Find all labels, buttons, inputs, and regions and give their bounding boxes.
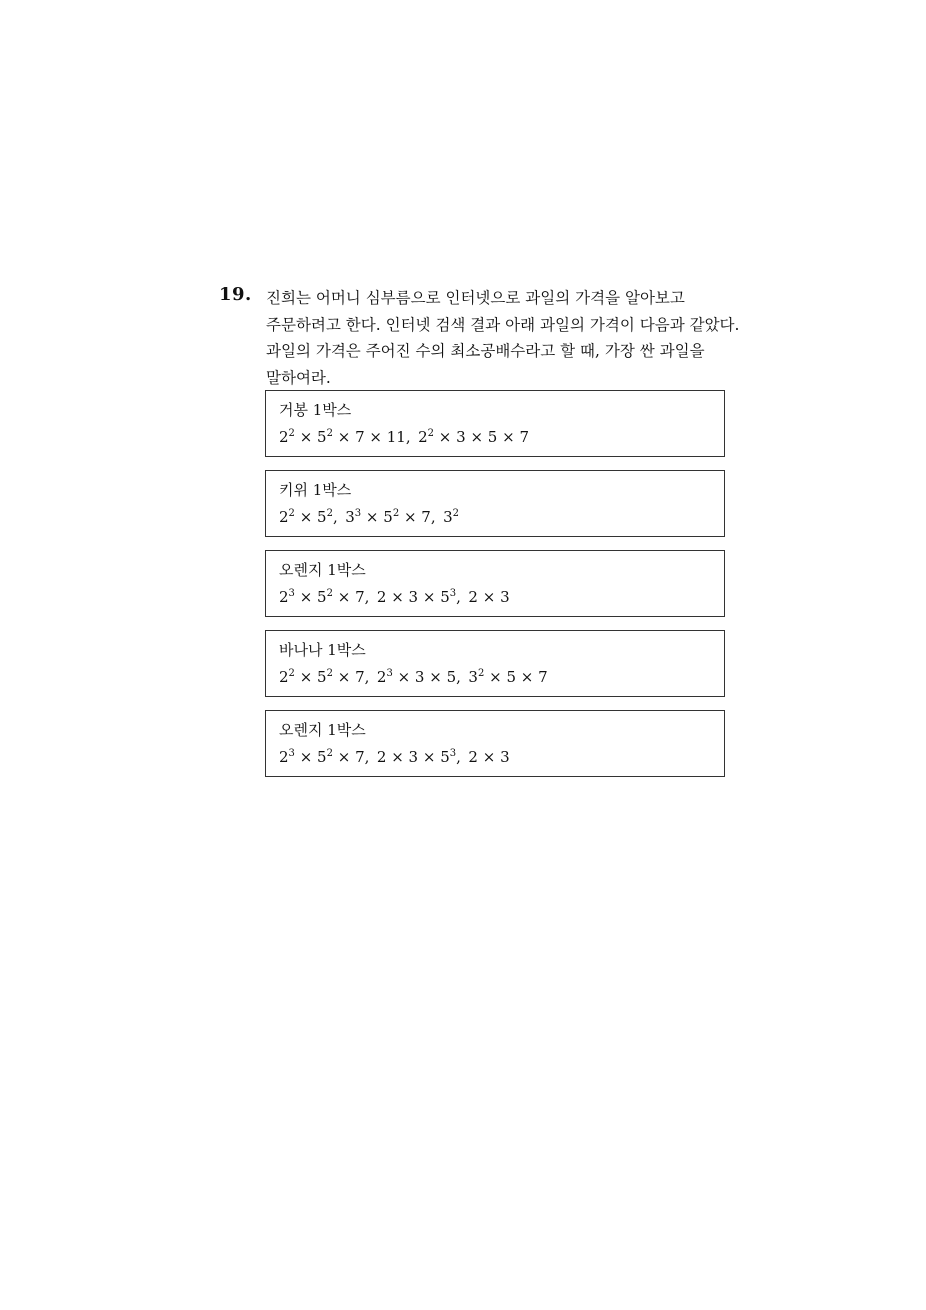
exponent: 2 (326, 588, 333, 599)
comma-separator: , (364, 588, 377, 606)
exponent: 2 (477, 668, 485, 679)
fruit-name: 오렌지 1박스 (279, 721, 366, 739)
option-box (265, 390, 725, 457)
price-expressions (279, 587, 510, 607)
prime-factor: $5^2$ (317, 748, 333, 766)
times-sign: × (332, 748, 356, 766)
price-expressions (279, 747, 510, 767)
exponent: 2 (288, 428, 295, 439)
price-expression (345, 508, 431, 526)
exponent: 3 (449, 748, 457, 759)
prime-factor: $5^2$ (317, 428, 333, 446)
exponent: 3 (449, 588, 457, 599)
price-expression (377, 588, 456, 606)
option-box (265, 630, 725, 697)
times-sign: × (294, 588, 318, 606)
times-sign: × (332, 588, 356, 606)
problem-line: 과일의 가격은 주어진 수의 최소공배수라고 할 때, 가장 싼 과일을 (266, 342, 705, 360)
times-sign: × (497, 428, 520, 446)
comma-separator: , (405, 428, 419, 446)
exponent: 2 (288, 508, 295, 519)
comma-separator: , (456, 588, 469, 606)
prime-factor: $5^2$ (383, 508, 400, 526)
exponent: 3 (288, 588, 295, 599)
prime-factor: $2^2$ (279, 508, 295, 526)
prime-factor: 7 (421, 508, 431, 526)
prime-factor: 3 (500, 588, 510, 606)
comma-separator: , (332, 508, 346, 526)
exponent: 2 (326, 668, 333, 679)
price-expression (377, 748, 456, 766)
times-sign: × (484, 668, 507, 686)
option-box (265, 550, 725, 617)
price-expression (279, 428, 406, 446)
price-expression (279, 748, 365, 766)
fruit-name: 거봉 1박스 (279, 401, 352, 419)
times-sign: × (294, 428, 318, 446)
exponent: 2 (326, 508, 333, 519)
prime-factor: $2^3$ (279, 588, 295, 606)
price-expression (468, 748, 509, 766)
price-expression (377, 668, 456, 686)
prime-factor: 7 (519, 428, 529, 446)
prime-factor: 7 (355, 668, 365, 686)
prime-factor: 7 (355, 428, 365, 446)
times-sign: × (386, 588, 409, 606)
price-expression (279, 668, 365, 686)
prime-factor: $2^3$ (376, 668, 393, 686)
prime-factor: 5 (487, 428, 498, 446)
prime-factor: $5^3$ (440, 588, 457, 606)
price-expression (279, 588, 365, 606)
times-sign: × (515, 668, 539, 686)
prime-factor: 2 (468, 588, 478, 606)
prime-factor: $5^2$ (317, 668, 333, 686)
price-expression (443, 508, 459, 526)
times-sign: × (294, 508, 318, 526)
price-expression (468, 588, 509, 606)
prime-factor: 7 (355, 588, 365, 606)
option-box (265, 470, 725, 537)
times-sign: × (418, 588, 441, 606)
prime-factor: $3^3$ (345, 508, 362, 526)
prime-factor: $2^2$ (418, 428, 435, 446)
times-sign: × (294, 748, 318, 766)
fruit-name: 바나나 1박스 (279, 641, 366, 659)
comma-separator: , (456, 748, 469, 766)
comma-separator: , (364, 748, 377, 766)
prime-factor: 5 (506, 668, 516, 686)
exponent: 2 (452, 508, 460, 519)
comma-separator: , (364, 668, 377, 686)
price-expressions (279, 427, 529, 447)
prime-factor: $2^2$ (279, 428, 295, 446)
prime-factor: 7 (355, 748, 365, 766)
times-sign: × (434, 428, 457, 446)
prime-factor: 2 (376, 588, 387, 606)
prime-factor: $3^2$ (468, 668, 485, 686)
exponent: 3 (288, 748, 295, 759)
price-expression (418, 428, 529, 446)
times-sign: × (477, 748, 501, 766)
problem-number: 19. (219, 284, 252, 305)
problem-line: 주문하려고 한다. 인터넷 검색 결과 아래 과일의 가격이 다음과 같았다. (266, 315, 740, 334)
exponent: 2 (326, 428, 333, 439)
prime-factor: $5^2$ (317, 508, 333, 526)
exponent: 3 (354, 508, 362, 519)
prime-factor: $3^2$ (443, 508, 460, 526)
problem-line: 진희는 어머니 심부름으로 인터넷으로 과일의 가격을 알아보고 (266, 289, 685, 307)
times-sign: × (465, 428, 488, 446)
prime-factor: 7 (538, 668, 548, 686)
prime-factor: 3 (500, 748, 510, 766)
times-sign: × (332, 428, 356, 446)
comma-separator: , (430, 508, 444, 526)
times-sign: × (361, 508, 384, 526)
times-sign: × (332, 668, 356, 686)
prime-factor: 3 (408, 588, 419, 606)
fruit-name: 키위 1박스 (279, 481, 352, 499)
prime-factor: $2^3$ (279, 748, 295, 766)
exponent: 2 (288, 668, 295, 679)
prime-factor: $5^3$ (440, 748, 457, 766)
times-sign: × (424, 668, 447, 686)
problem-line: 말하여라. (266, 368, 331, 387)
prime-factor: $2^2$ (279, 668, 295, 686)
prime-factor: 11 (386, 428, 406, 446)
comma-separator: , (456, 668, 469, 686)
prime-factor: 2 (468, 748, 478, 766)
exponent: 3 (386, 668, 393, 679)
exponent: 2 (326, 748, 333, 759)
prime-factor: 3 (414, 668, 425, 686)
price-expressions (279, 667, 548, 687)
times-sign: × (386, 748, 409, 766)
times-sign: × (294, 668, 318, 686)
exponent: 2 (392, 508, 400, 519)
problem-statement (266, 285, 746, 391)
times-sign: × (399, 508, 422, 526)
times-sign: × (477, 588, 501, 606)
times-sign: × (392, 668, 415, 686)
prime-factor: $5^2$ (317, 588, 333, 606)
option-box (265, 710, 725, 777)
price-expressions (279, 507, 459, 527)
prime-factor: 2 (376, 748, 387, 766)
prime-factor: 3 (408, 748, 419, 766)
times-sign: × (418, 748, 441, 766)
prime-factor: 5 (446, 668, 457, 686)
price-expression (279, 508, 333, 526)
price-expression (468, 668, 547, 686)
times-sign: × (364, 428, 387, 446)
prime-factor: 3 (456, 428, 466, 446)
fruit-name: 오렌지 1박스 (279, 561, 366, 579)
exponent: 2 (427, 428, 435, 439)
